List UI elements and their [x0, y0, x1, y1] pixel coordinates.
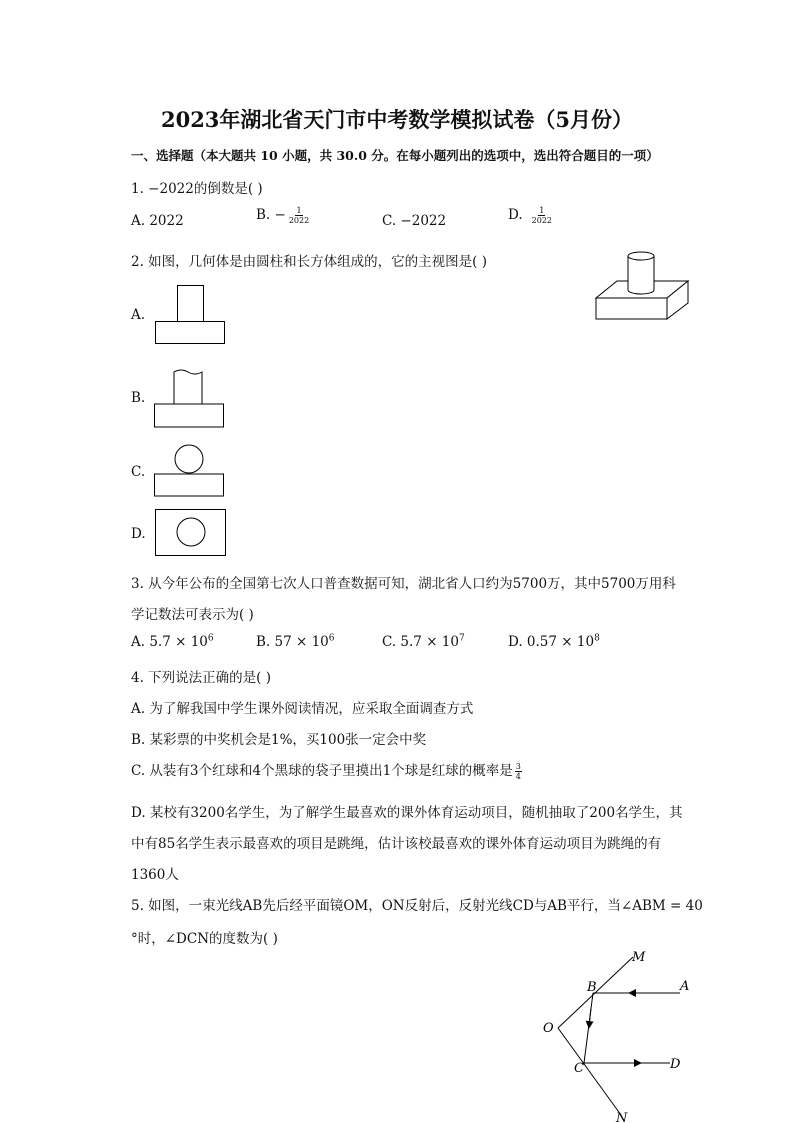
q3-option-b: B. $57 \times 10^6$ [256, 633, 335, 650]
q2-a-upper-rect [177, 285, 204, 322]
page-title: 2023年湖北省天门市中考数学模拟试卷（5月份） [160, 107, 634, 132]
label-c: C [574, 1061, 584, 1076]
q4-option-d-line1: D. 某校有3200名学生，为了解学生最喜欢的课外体育运动项目，随机抽取了200名学生，其 [131, 805, 683, 821]
label-m: M [632, 950, 646, 965]
label-o: O [543, 1021, 554, 1036]
cylinder-body [628, 256, 654, 290]
q1-option-b: B. − $\frac{1}{2022}$ [256, 206, 310, 225]
q3-option-c: C. $5.7 \times 10^7$ [382, 633, 465, 650]
q4-option-d-line3: 1360人 [131, 867, 179, 883]
q2-a-lower-rect [155, 321, 225, 344]
q2-option-c-label: C. [131, 464, 146, 480]
label-n: N [616, 1111, 628, 1123]
q2-d-figure [155, 509, 228, 558]
q1-option-c: C. −2022 [382, 213, 447, 229]
question-2-stem: 2. 如图，几何体是由圆柱和长方体组成的，它的主视图是( ) [131, 254, 487, 270]
ray-bc-arrow [589, 1008, 591, 1027]
q2-option-b-label: B. [131, 390, 146, 406]
question-3-line2: 学记数法可表示为( ) [131, 607, 254, 623]
label-a: A [680, 979, 690, 994]
section-heading: 一、选择题（本大题共 10 小题，共 30.0 分。在每小题列出的选项中，选出符合题目的一项） [131, 148, 659, 163]
question-1-stem: 1. −2022的倒数是( ) [131, 181, 263, 197]
q2-b-figure [154, 366, 226, 428]
q2-c-figure [154, 443, 226, 498]
question-4-stem: 4. 下列说法正确的是( ) [131, 670, 271, 686]
q3-option-d: D. $0.57 \times 10^8$ [508, 633, 600, 650]
question-5-line2: °时，∠DCN的度数为( ) [131, 931, 278, 947]
ray-bc [584, 993, 593, 1063]
q4-option-b: B. 某彩票的中奖机会是1%，买100张一定会中奖 [131, 732, 427, 748]
label-b: B [587, 980, 597, 995]
label-d: D [670, 1057, 681, 1072]
q1-option-d: D. $\frac{1}{2022}$ [508, 206, 552, 225]
question-5-line1: 5. 如图，一束光线AB先后经平面镜OM，ON反射后，反射光线CD与AB平行，当∠ABM = 40 [131, 898, 703, 914]
prism-front-face [596, 298, 667, 319]
q5-mirror-diagram [530, 945, 700, 1123]
mirror-on [558, 1028, 621, 1115]
q4-option-a: A. 为了解我国中学生课外阅读情况，应采取全面调查方式 [131, 701, 474, 717]
q3-option-a: A. $5.7 \times 10^6$ [131, 633, 214, 650]
q1-option-a: A. 2022 [131, 213, 184, 229]
q4-option-d-line2: 中有85名学生表示最喜欢的项目是跳绳，估计该校最喜欢的课外体育运动项目为跳绳的有 [131, 836, 662, 852]
q2-solid-figure [592, 248, 692, 324]
q2-option-a-label: A. [131, 307, 146, 323]
q2-option-d-label: D. [131, 526, 146, 542]
question-3-line1: 3. 从今年公布的全国第七次人口普查数据可知，湖北省人口约为5700万，其中5700万用科 [131, 576, 676, 592]
cylinder-top [628, 252, 654, 260]
q4-option-c: C. 从装有3个红球和4个黑球的袋子里摸出1个球是红球的概率是 $\frac{3}{4}$ [131, 762, 521, 781]
